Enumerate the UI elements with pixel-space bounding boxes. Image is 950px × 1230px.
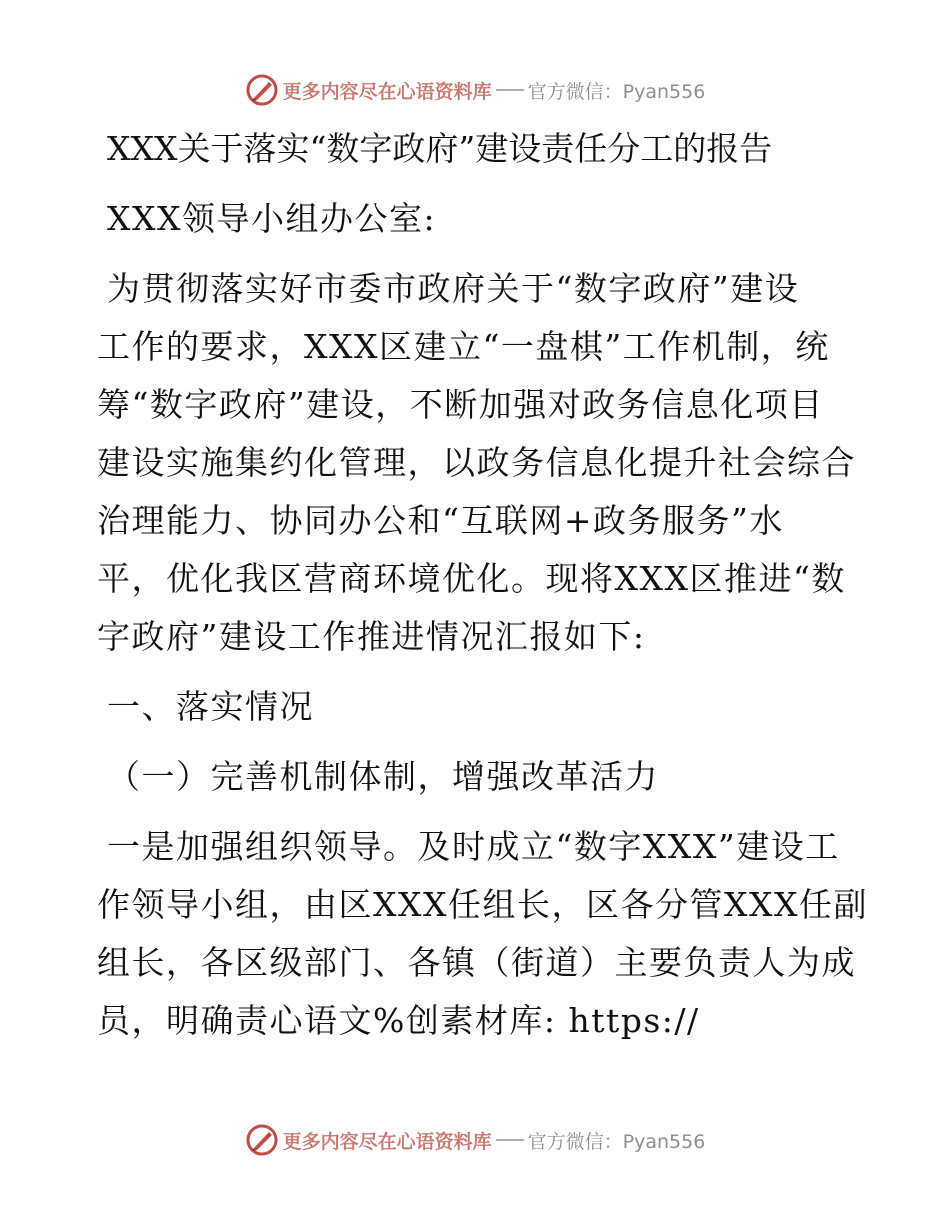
paragraph-line: 作领导小组，由区XXX任组长，区各分管XXX任副 bbox=[97, 885, 868, 924]
section-heading: 一、落实情况 bbox=[107, 687, 314, 726]
paragraph-line: 为贯彻落实好市委市政府关于“数字政府”建设 bbox=[107, 269, 800, 308]
paragraph-line: 员，明确责心语文%创素材库: https:// bbox=[97, 1001, 700, 1040]
banner-dash bbox=[496, 89, 524, 91]
salutation: XXX领导小组办公室: bbox=[107, 199, 437, 238]
document-body bbox=[97, 120, 868, 1050]
paragraph-line: 筹“数字政府”建设，不断加强对政务信息化项目 bbox=[97, 385, 824, 424]
paragraph-line: 一是加强组织领导。及时成立“数字XXX”建设工 bbox=[107, 827, 840, 866]
banner-wechat-text: 官方微信：Pyan556 bbox=[527, 1130, 706, 1153]
pen-logo-icon bbox=[245, 1123, 279, 1157]
header-watermark-banner bbox=[0, 70, 950, 110]
paragraph-line: 组长，各区级部门、各镇（街道）主要负责人为成 bbox=[97, 943, 856, 982]
banner-dash bbox=[496, 1139, 524, 1141]
paragraph-line: 治理能力、协同办公和“互联网+政务服务”水 bbox=[97, 501, 784, 540]
paragraph-line: 工作的要求，XXX区建立“一盘棋”工作机制，统 bbox=[97, 327, 830, 366]
paragraph-line: 平，优化我区营商环境优化。现将XXX区推进“数 bbox=[97, 559, 846, 598]
banner-brand-text: 更多内容尽在心语资料库 bbox=[282, 1130, 492, 1153]
pen-logo-icon bbox=[245, 73, 279, 107]
subsection-heading: （一）完善机制体制，增强改革活力 bbox=[107, 757, 659, 796]
paragraph-line: 字政府”建设工作推进情况汇报如下: bbox=[97, 617, 646, 656]
paragraph-leadership bbox=[97, 818, 868, 1050]
banner-wechat-text: 官方微信：Pyan556 bbox=[527, 80, 706, 103]
banner-brand-text: 更多内容尽在心语资料库 bbox=[282, 80, 492, 103]
paragraph-line: 建设实施集约化管理，以政务信息化提升社会综合 bbox=[97, 443, 856, 482]
document-title: XXX关于落实“数字政府”建设责任分工的报告 bbox=[107, 129, 773, 168]
paragraph-intro bbox=[97, 260, 857, 666]
footer-watermark-banner bbox=[0, 1120, 950, 1160]
